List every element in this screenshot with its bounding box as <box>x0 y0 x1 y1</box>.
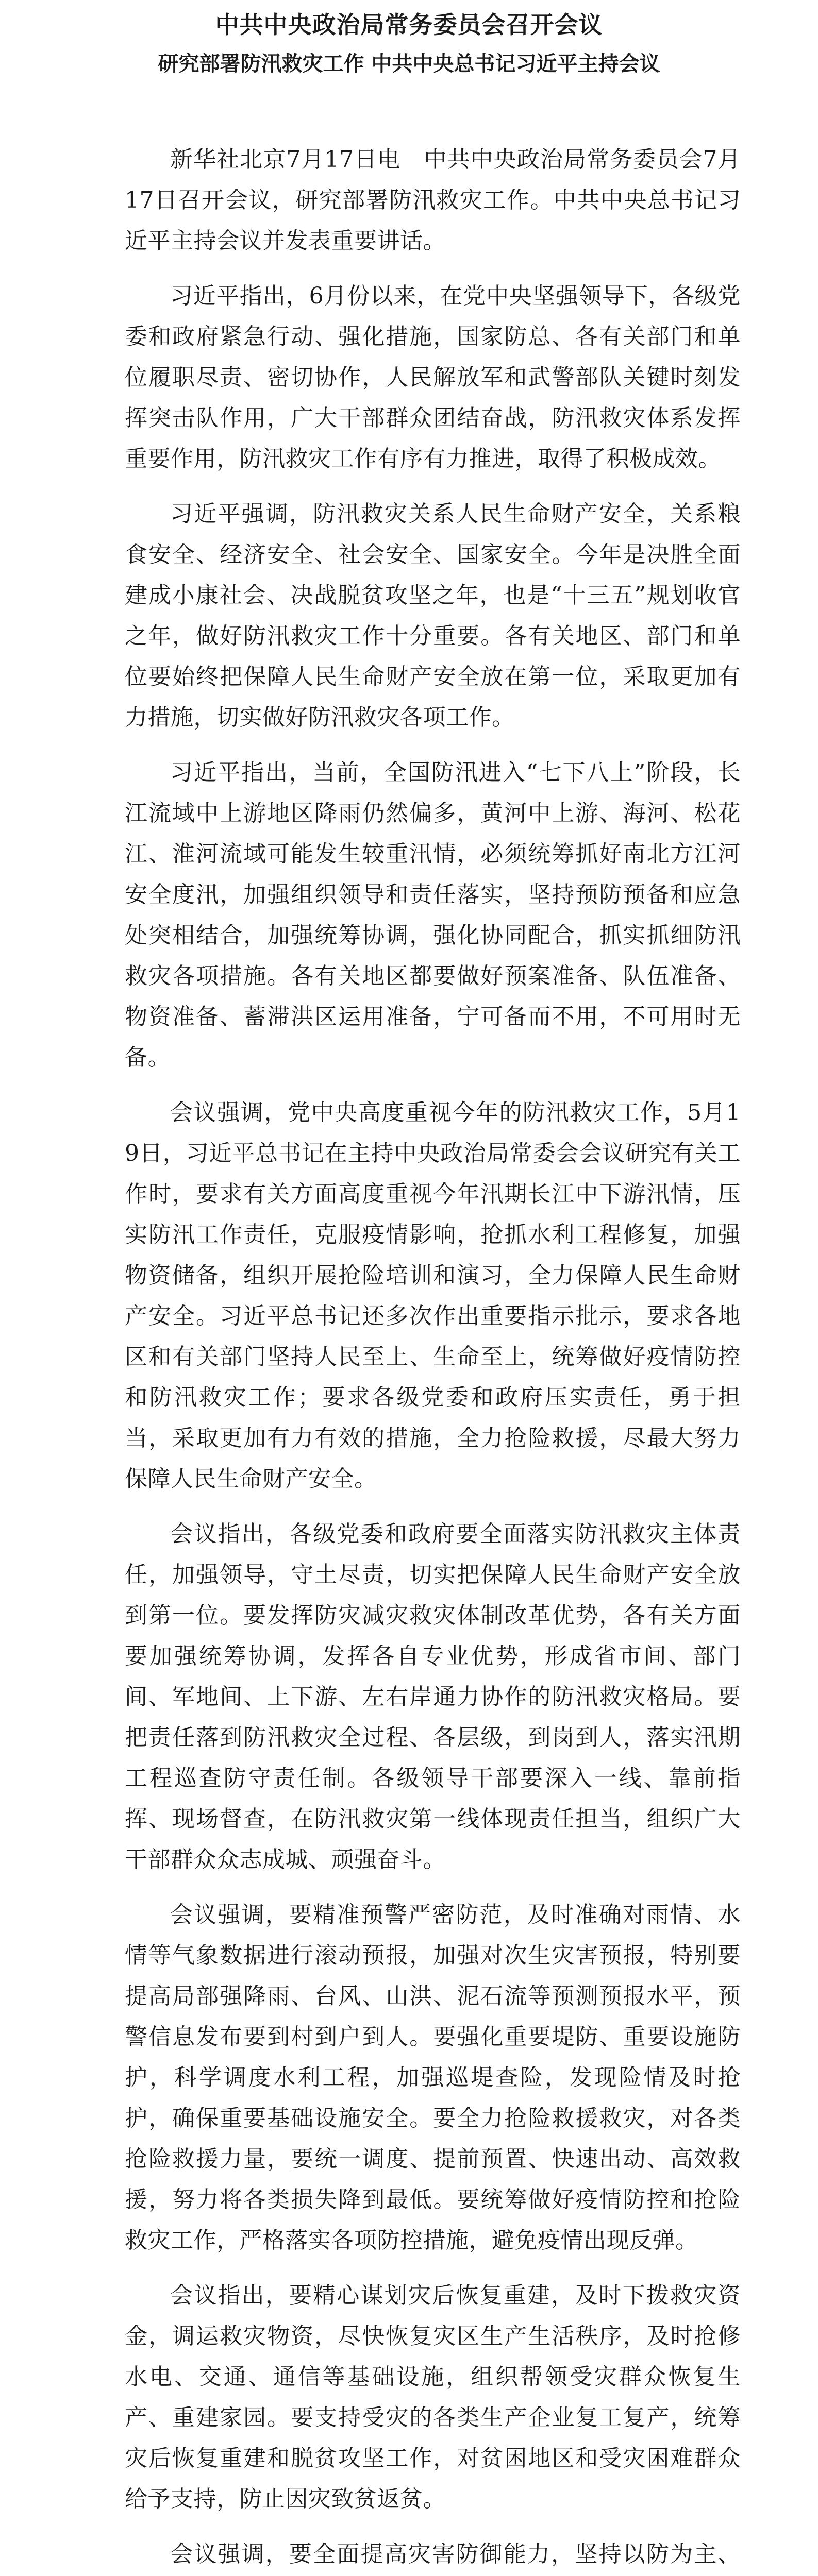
paragraph: 习近平强调，防汛救灾关系人民生命财产安全，关系粮食安全、经济安全、社会安全、国家安全。今年是决胜全面建成小康社会、决战脱贫攻坚之年，也是“十三五”规划收官之年，做好防汛救灾工作十分重要。各有关地区、部门和单位要始终把保障人民生命财产安全放在第一位，采取更加有力措施，切实做好防汛救灾各项工作。 <box>125 501 741 731</box>
paragraph: 会议指出，各级党委和政府要全面落实防汛救灾主体责任，加强领导，守土尽责，切实把保障人民生命财产安全放到第一位。要发挥防灾减灾救灾体制改革优势，各有关方面要加强统筹协调，发挥各自专业优势，形成省市间、部门间、军地间、上下游、左右岸通力协作的防汛救灾格局。要把责任落到防汛救灾全过程、各层级，到岗到人，落实汛期工程巡查防守责任制。各级领导干部要深入一线、靠前指挥、现场督查，在防汛救灾第一线体现责任担当，组织广大干部群众众志成城、顽强奋斗。 <box>125 1521 741 1873</box>
paragraph: 会议强调，要全面提高灾害防御能力，坚持以防为主、 <box>170 2541 741 2567</box>
article-title: 中共中央政治局常务委员会召开会议 <box>215 11 603 39</box>
paragraph: 习近平指出，当前，全国防汛进入“七下八上”阶段，长江流域中上游地区降雨仍然偏多，黄河中上游、海河、松花江、淮河流域可能发生较重汛情，必须统筹抓好南北方江河安全度汛，加强组织领导和责任落实，坚持预防预备和应急处突相结合，加强统筹协调，强化协同配合，抓实抓细防汛救灾各项措施。各有关地区都要做好预案准备、队伍准备、物资准备、蓄滞洪区运用准备，宁可备而不用，不可用时无备。 <box>125 759 741 1071</box>
paragraph: 会议强调，要精准预警严密防范，及时准确对雨情、水情等气象数据进行滚动预报，加强对次生灾害预报，特别要提高局部强降雨、台风、山洪、泥石流等预测预报水平，预警信息发布要到村到户到人。要强化重要堤防、重要设施防护，科学调度水利工程，加强巡堤查险，发现险情及时抢护，确保重要基础设施安全。要全力抢险救援救灾，对各类抢险救援力量，要统一调度、提前预置、快速出动、高效救援，努力将各类损失降到最低。要统筹做好疫情防控和抢险救灾工作，严格落实各项防控措施，避免疫情出现反弹。 <box>125 1902 741 2253</box>
article-subtitle: 研究部署防汛救灾工作 中共中央总书记习近平主持会议 <box>158 52 660 76</box>
paragraph: 会议强调，党中央高度重视今年的防汛救灾工作，5月19日，习近平总书记在主持中央政治局常委会会议研究有关工作时，要求有关方面高度重视今年汛期长江中下游汛情，压实防汛工作责任，克服疫情影响，抢抓水利工程修复，加强物资储备，组织开展抢险培训和演习，全力保障人民生命财产安全。习近平总书记还多次作出重要指示批示，要求各地区和有关部门坚持人民至上、生命至上，统筹做好疫情防控和防汛救灾工作；要求各级党委和政府压实责任，勇于担当，采取更加有力有效的措施，全力抢险救援，尽最大努力保障人民生命财产安全。 <box>125 1099 741 1492</box>
article-body <box>125 139 741 2576</box>
paragraph: 会议指出，要精心谋划灾后恢复重建，及时下拨救灾资金，调运救灾物资，尽快恢复灾区生产生活秩序，及时抢修水电、交通、通信等基础设施，组织帮领受灾群众恢复生产、重建家园。要支持受灾的各类生产企业复工复产，统筹灾后恢复重建和脱贫攻坚工作，对贫困地区和受灾困难群众给予支持，防止因灾致贫返贫。 <box>125 2282 741 2512</box>
paragraph-dateline: 新华社北京7月17日电 中共中央政治局常务委员会7月17日召开会议，研究部署防汛救灾工作。中共中央总书记习近平主持会议并发表重要讲话。 <box>125 146 741 254</box>
paragraph: 习近平指出，6月份以来，在党中央坚强领导下，各级党委和政府紧急行动、强化措施，国家防总、各有关部门和单位履职尽责、密切协作，人民解放军和武警部队关键时刻发挥突击队作用，广大干部群众团结奋战，防汛救灾体系发挥重要作用，防汛救灾工作有序有力推进，取得了积极成效。 <box>125 283 741 472</box>
